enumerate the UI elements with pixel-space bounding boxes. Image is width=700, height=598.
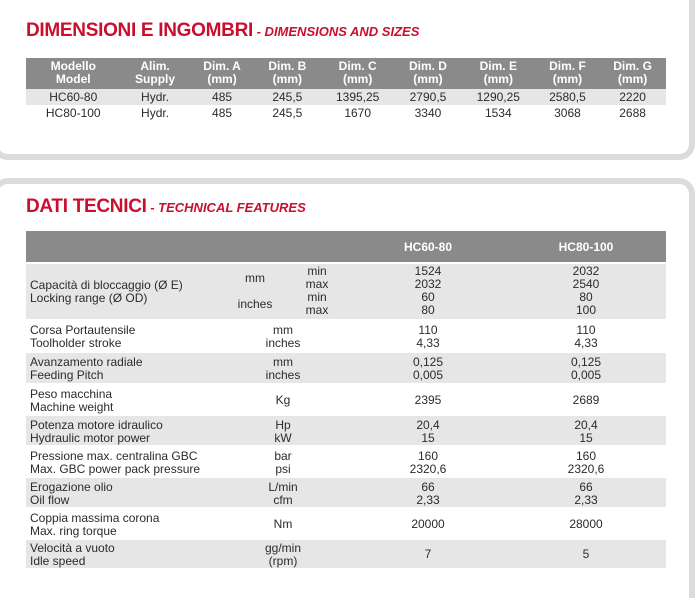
header-hc60-80: HC60-80 [403,240,453,254]
value-hc80-100: 160 2320,6 [567,449,605,476]
row-label: Avanzamento radiale Feeding Pitch [30,355,143,382]
cell-dim-f: 2580,5 [536,89,599,105]
row-units: Hp kW [274,418,292,445]
value-hc60-80: 110 4,33 [416,323,440,350]
cell-dim-f: 3068 [536,105,599,121]
value-hc80-100: 5 [582,547,590,561]
header-dim-a: Dim. A (mm) [190,58,255,89]
header-model: Modello Model [26,58,121,89]
cell-model: HC80-100 [26,105,121,121]
technical-title-sub: - TECHNICAL FEATURES [146,200,306,215]
header-supply: Alim. Supply [121,58,190,89]
cell-dim-b: 245,5 [255,89,321,105]
value-hc80-100: 66 2,33 [574,480,598,507]
row-units: mm inches [265,355,301,382]
value-hc60-80: 20000 [411,517,445,531]
unit-mm: mm [245,271,265,285]
value-hc60-80: 2395 [414,393,442,407]
row-label: Capacità di bloccaggio (Ø E) Locking range (Ø OD) [30,278,183,305]
row-label: Velocità a vuoto Idle speed [30,541,115,568]
technical-title-main: DATI TECNICI [26,196,147,217]
header-dim-g: Dim. G (mm) [599,58,666,89]
table-row [26,105,666,121]
header-dim-d: Dim. D (mm) [395,58,461,89]
row-label: Peso macchina Machine weight [30,387,114,414]
row-units: mm inches [265,323,301,350]
header-dim-f: Dim. F (mm) [536,58,599,89]
value-hc80-100: 28000 [569,517,603,531]
dimensions-title-main: DIMENSIONI E INGOMBRI [26,20,253,41]
header-hc80-100: HC80-100 [558,240,614,254]
row-units: gg/min (rpm) [264,541,302,568]
table-row [26,445,666,476]
cell-dim-c: 1670 [320,105,395,121]
row-label: Pressione max. centralina GBC Max. GBC power pack pressure [30,449,201,476]
cell-dim-a: 485 [190,105,255,121]
row-label: Erogazione olio Oil flow [30,480,113,507]
table-row-clamping [26,262,666,319]
cell-dim-g: 2688 [599,105,666,121]
table-row [26,319,666,351]
cell-dim-b: 245,5 [255,105,321,121]
cell-dim-d: 2790,5 [395,89,461,105]
row-units: bar psi [274,449,292,476]
min-max-labels: min max min max [305,264,329,317]
value-hc80-100: 20,4 15 [574,418,598,445]
row-label: Coppia massima corona Max. ring torque [30,511,160,538]
table-row [26,507,666,538]
value-hc60-80: 0,125 0,005 [412,355,444,382]
header-dim-e: Dim. E (mm) [461,58,536,89]
table-row [26,476,666,507]
table-row [26,414,666,445]
cell-dim-e: 1290,25 [461,89,536,105]
cell-dim-c: 1395,25 [320,89,395,105]
row-units: Kg [275,393,291,407]
row-units: L/min cfm [268,480,298,507]
header-dim-c: Dim. C (mm) [320,58,395,89]
table-row [26,383,666,414]
cell-model: HC60-80 [26,89,121,105]
dimensions-header-row [26,58,666,89]
cell-dim-e: 1534 [461,105,536,121]
header-dim-b: Dim. B (mm) [255,58,321,89]
value-hc60-80: 20,4 15 [416,418,440,445]
row-label: Potenza motore idraulico Hydraulic motor power [30,418,163,445]
technical-title [26,196,306,218]
table-row [26,89,666,105]
table-row [26,351,666,383]
table-row [26,538,666,568]
unit-inches: inches [237,297,273,311]
value-hc60-80: 1524 2032 60 80 [414,264,442,317]
value-hc80-100: 2032 2540 80 100 [572,264,600,317]
technical-table [26,231,666,568]
value-hc60-80: 66 2,33 [416,480,440,507]
cell-dim-a: 485 [190,89,255,105]
cell-dim-g: 2220 [599,89,666,105]
row-units: Nm [273,517,293,531]
cell-supply: Hydr. [121,89,190,105]
dimensions-table [26,58,666,121]
value-hc60-80: 160 2320,6 [409,449,447,476]
cell-dim-d: 3340 [395,105,461,121]
row-label: Corsa Portautensile Toolholder stroke [30,323,136,350]
cell-supply: Hydr. [121,105,190,121]
value-hc80-100: 110 4,33 [574,323,598,350]
technical-header-row [26,231,666,262]
dimensions-title [26,20,419,42]
value-hc60-80: 7 [424,547,432,561]
value-hc80-100: 2689 [572,393,600,407]
dimensions-title-sub: - DIMENSIONS AND SIZES [253,24,420,39]
value-hc80-100: 0,125 0,005 [570,355,602,382]
